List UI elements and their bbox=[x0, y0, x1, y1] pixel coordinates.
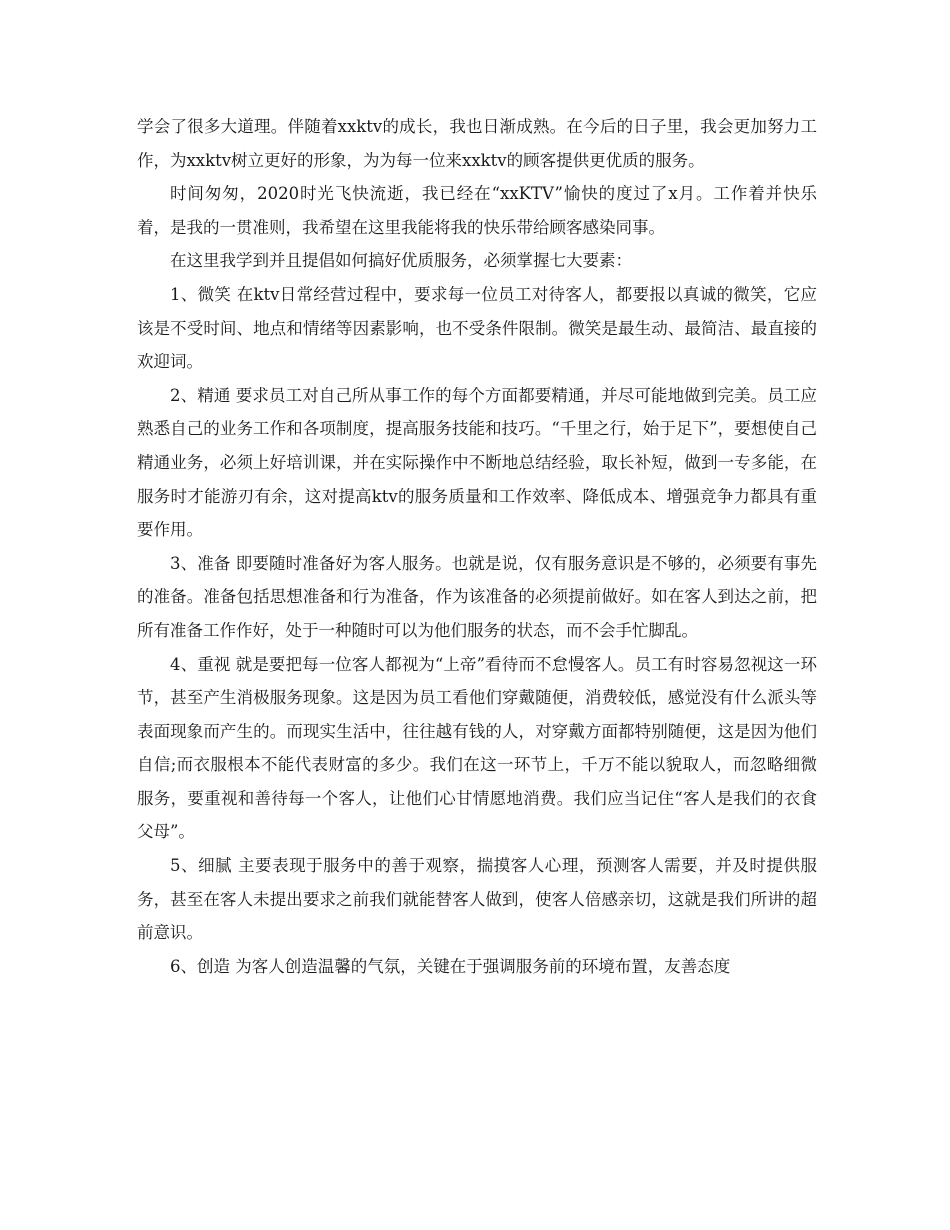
paragraph-preparation: 3、准备 即要随时准备好为客人服务。也就是说，仅有服务意识是不够的，必须要有事先的准备。准备包括思想准备和行为准备，作为该准备的必须提前做好。如在客人到达之前，把所有准备工作作好，处于一种随时可以为他们服务的状态，而不会手忙脚乱。 bbox=[137, 553, 817, 640]
paragraph-meticulous: 5、细腻 主要表现于服务中的善于观察，揣摸客人心理，预测客人需要，并及时提供服务，甚至在客人未提出要求之前我们就能替客人做到，使客人倍感亲切，这就是我们所讲的超前意识。 bbox=[137, 856, 817, 943]
paragraph-2: 时间匆匆，2020时光飞快流逝，我已经在“xxKTV”愉快的度过了x月。工作着并快乐着，是我的一贯准则，我希望在这里我能将我的快乐带给顾客感染同事。 bbox=[137, 184, 817, 237]
paragraph-creation: 6、创造 为客人创造温馨的气氛，关键在于强调服务前的环境布置，友善态度 bbox=[170, 956, 731, 976]
paragraph-attention: 4、重视 就是要把每一位客人都视为“上帝”看待而不怠慢客人。员工有时容易忽视这一环节，甚至产生消极服务现象。这是因为员工看他们穿戴随便，消费较低，感觉没有什么派头等表面现象而产生的。而现实生活中，往往越有钱的人，对穿戴方面都特别随便，这是因为他们自信;而衣服根本不能代表财富的多少。我们在这一环节上，千万不能以貌取人，而忽略细微服务，要重视和善待每一个客人，让他们心甘情愿地消费。我们应当记住“客人是我们的衣食父母”。 bbox=[137, 654, 817, 842]
document-body bbox=[137, 110, 817, 983]
paragraph-3: 在这里我学到并且提倡如何搞好优质服务，必须掌握七大要素： bbox=[170, 251, 632, 271]
paragraph-smile: 1、微笑 在ktv日常经营过程中，要求每一位员工对待客人，都要报以真诚的微笑，它应该是不受时间、地点和情绪等因素影响，也不受条件限制。微笑是最生动、最简洁、最直接的欢迎词。 bbox=[137, 284, 817, 372]
paragraph-proficiency: 2、精通 要求员工对自己所从事工作的每个方面都要精通，并尽可能地做到完美。员工应熟悉自己的业务工作和各项制度，提高服务技能和技巧。“千里之行，始于足下”，要想使自己精通业务，必须上好培训课，并在实际操作中不断地总结经验，取长补短，做到一专多能，在服务时才能游刃有余，这对提高ktv的服务质量和工作效率、降低成本、增强竞争力都具有重要作用。 bbox=[137, 385, 817, 540]
paragraph-1: 学会了很多大道理。伴随着xxktv的成长，我也日渐成熟。在今后的日子里，我会更加努力工作，为xxktv树立更好的形象，为为每一位来xxktv的顾客提供更优质的服务。 bbox=[137, 117, 817, 170]
